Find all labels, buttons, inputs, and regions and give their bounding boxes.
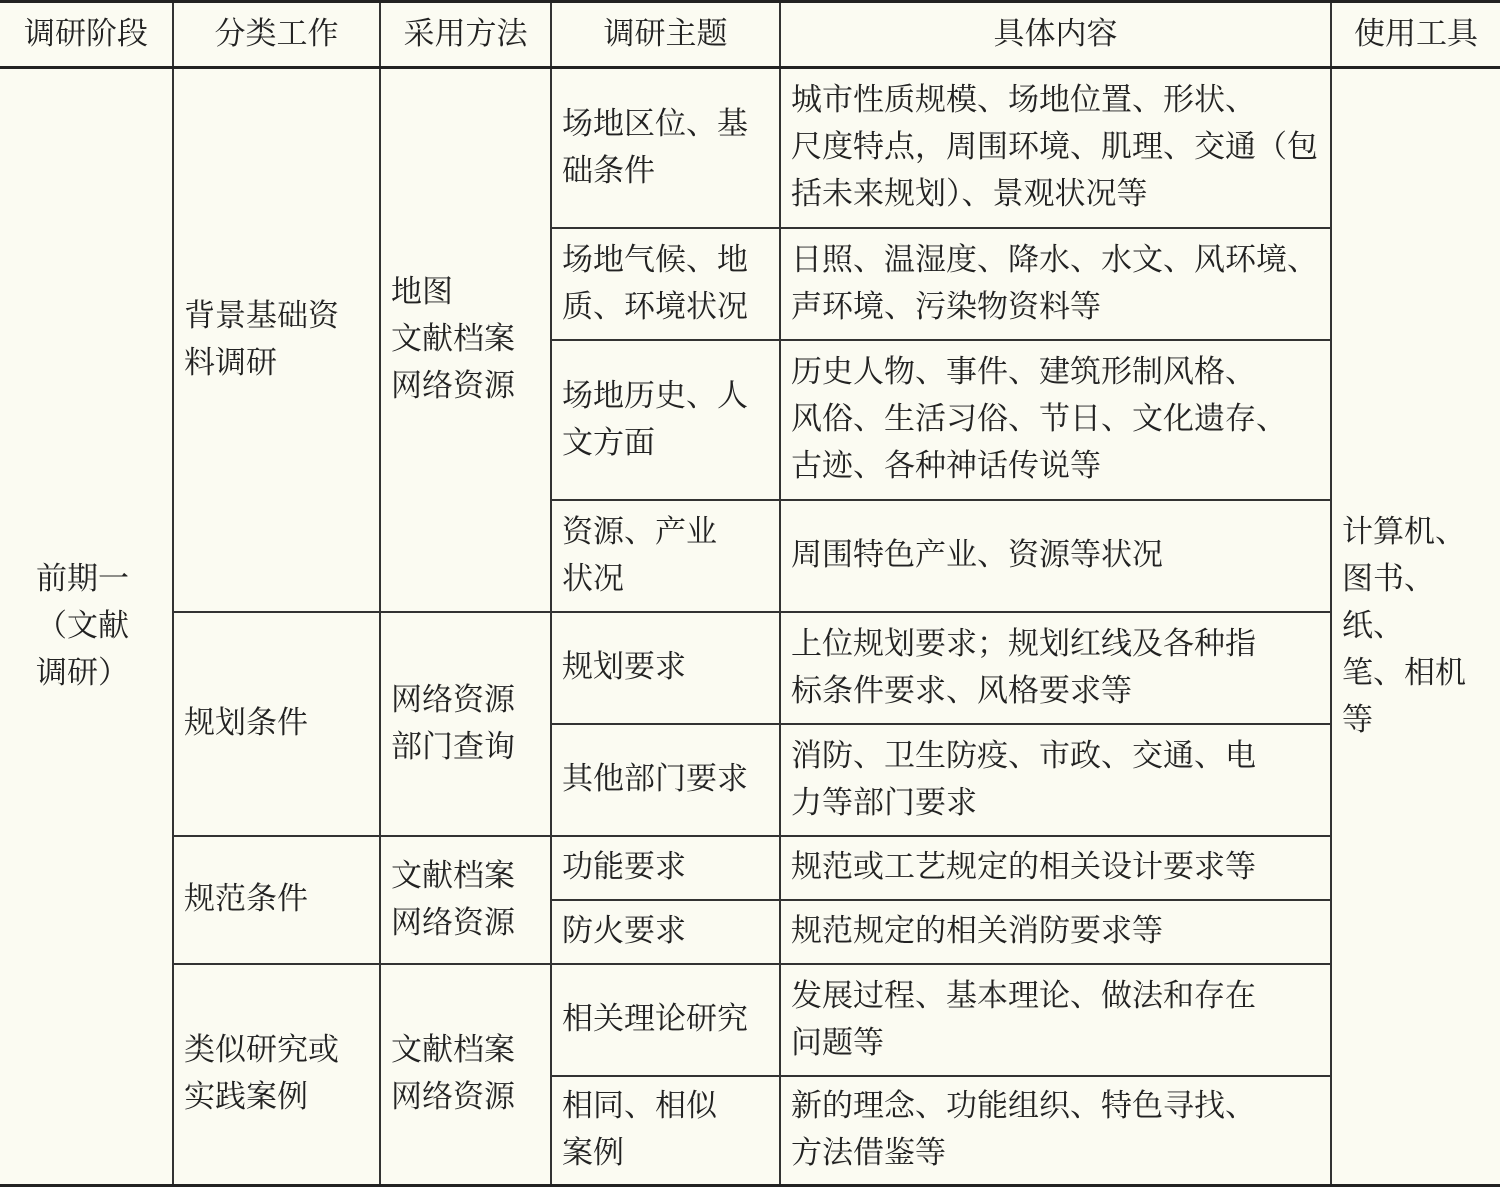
table-row xyxy=(0,68,1500,228)
content-cell: 规范规定的相关消防要求等 xyxy=(780,900,1331,964)
method-cell: 文献档案 网络资源 xyxy=(380,964,551,1186)
category-cell: 类似研究或 实践案例 xyxy=(173,964,380,1186)
content-cell: 上位规划要求；规划红线及各种指 标条件要求、风格要求等 xyxy=(780,612,1331,724)
header-topic: 调研主题 xyxy=(551,2,780,68)
header-row xyxy=(0,2,1500,68)
topic-cell: 规划要求 xyxy=(551,612,780,724)
method-cell: 地图 文献档案 网络资源 xyxy=(380,68,551,612)
topic-cell: 功能要求 xyxy=(551,836,780,900)
header-stage: 调研阶段 xyxy=(0,2,173,68)
topic-cell: 相关理论研究 xyxy=(551,964,780,1076)
content-cell: 日照、温湿度、降水、水文、风环境、 声环境、污染物资料等 xyxy=(780,228,1331,340)
header-tools: 使用工具 xyxy=(1331,2,1500,68)
content-cell: 历史人物、事件、建筑形制风格、 风俗、生活习俗、节日、文化遗存、 古迹、各种神话传说等 xyxy=(780,340,1331,500)
content-cell: 城市性质规模、场地位置、形状、 尺度特点，周围环境、肌理、交通（包 括未来规划）、景观状况等 xyxy=(780,68,1331,228)
content-cell: 消防、卫生防疫、市政、交通、电 力等部门要求 xyxy=(780,724,1331,836)
category-cell: 规划条件 xyxy=(173,612,380,836)
method-cell: 文献档案 网络资源 xyxy=(380,836,551,964)
table-row xyxy=(0,836,1500,900)
content-cell: 周围特色产业、资源等状况 xyxy=(780,500,1331,612)
tools-cell: 计算机、 图书、纸、 笔、相机 等 xyxy=(1331,68,1500,1186)
content-cell: 新的理念、功能组织、特色寻找、 方法借鉴等 xyxy=(780,1076,1331,1186)
header-method: 采用方法 xyxy=(380,2,551,68)
category-cell: 规范条件 xyxy=(173,836,380,964)
topic-cell: 场地区位、基 础条件 xyxy=(551,68,780,228)
topic-cell: 防火要求 xyxy=(551,900,780,964)
topic-cell: 资源、产业 状况 xyxy=(551,500,780,612)
stage-cell: 前期一 （文献 调研） xyxy=(0,68,173,1186)
table-row xyxy=(0,612,1500,724)
topic-cell: 场地历史、人 文方面 xyxy=(551,340,780,500)
topic-cell: 相同、相似 案例 xyxy=(551,1076,780,1186)
method-cell: 网络资源 部门查询 xyxy=(380,612,551,836)
header-category: 分类工作 xyxy=(173,2,380,68)
header-content: 具体内容 xyxy=(780,2,1331,68)
table-row xyxy=(0,964,1500,1076)
category-cell: 背景基础资 料调研 xyxy=(173,68,380,612)
topic-cell: 场地气候、地 质、环境状况 xyxy=(551,228,780,340)
topic-cell: 其他部门要求 xyxy=(551,724,780,836)
content-cell: 规范或工艺规定的相关设计要求等 xyxy=(780,836,1331,900)
content-cell: 发展过程、基本理论、做法和存在 问题等 xyxy=(780,964,1331,1076)
